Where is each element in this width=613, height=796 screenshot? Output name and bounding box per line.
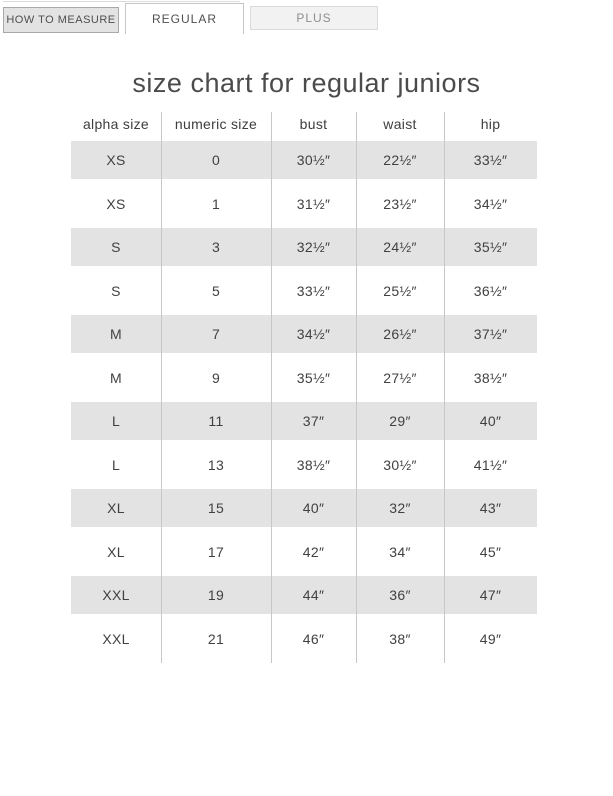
table-cell: 24½″ — [383, 239, 417, 255]
table-cell: XXL — [102, 630, 130, 647]
table-cell: 5 — [211, 282, 221, 299]
table-row — [71, 402, 537, 440]
column-header-numeric-size: numeric size — [174, 116, 258, 132]
table-cell: 35½″ — [296, 369, 331, 386]
table-body — [71, 141, 537, 658]
table-cell: 23½″ — [383, 195, 417, 212]
table-row — [71, 359, 537, 397]
table-cell: 26½″ — [383, 326, 417, 342]
table-cell: 9 — [211, 369, 221, 386]
table-cell: 33½″ — [473, 152, 508, 168]
table-cell: 42″ — [302, 543, 325, 560]
table-row — [71, 141, 537, 179]
table-row — [71, 489, 537, 527]
table-cell: 38½″ — [473, 369, 508, 386]
table-cell: 27½″ — [383, 369, 417, 386]
table-cell: 35½″ — [473, 239, 508, 255]
table-cell: 37½″ — [473, 326, 508, 342]
table-cell: L — [111, 456, 121, 473]
column-header-alpha-size: alpha size — [82, 116, 150, 132]
tab-plus[interactable]: PLUS — [250, 6, 378, 30]
table-cell: 36½″ — [473, 282, 508, 299]
table-cell: 30½″ — [383, 456, 417, 473]
table-header-row — [71, 112, 537, 136]
table-cell: 49″ — [479, 630, 502, 647]
table-cell: 19 — [207, 587, 225, 603]
table-cell: 1 — [211, 195, 221, 212]
table-cell: 34½″ — [296, 326, 331, 342]
table-row — [71, 315, 537, 353]
table-cell: 33½″ — [296, 282, 331, 299]
table-cell: 32″ — [389, 500, 411, 516]
table-cell: XS — [106, 195, 126, 212]
table-row — [71, 228, 537, 266]
table-cell: 3 — [211, 239, 221, 255]
column-header-waist: waist — [383, 116, 417, 132]
table-cell: 34″ — [389, 543, 411, 560]
table-cell: 38½″ — [296, 456, 331, 473]
column-header-hip: hip — [480, 116, 501, 132]
table-row — [71, 533, 537, 571]
table-cell: 11 — [208, 413, 224, 429]
column-header-bust: bust — [299, 116, 328, 132]
table-cell: M — [110, 369, 122, 386]
table-cell: 34½″ — [473, 195, 508, 212]
table-cell: M — [110, 326, 122, 342]
table-cell: 30½″ — [296, 152, 331, 168]
table-cell: 41½″ — [473, 456, 508, 473]
table-cell: XL — [107, 500, 125, 516]
table-cell: 22½″ — [383, 152, 417, 168]
table-cell: 38″ — [389, 630, 411, 647]
table-cell: XS — [106, 152, 126, 168]
page-title: size chart for regular juniors — [132, 68, 481, 98]
table-cell: 43″ — [479, 500, 502, 516]
table-cell: 17 — [207, 543, 225, 560]
table-cell: 44″ — [302, 587, 325, 603]
table-row — [71, 620, 537, 658]
table-cell: XXL — [102, 587, 130, 603]
table-cell: 15 — [207, 500, 225, 516]
table-row — [71, 576, 537, 614]
table-cell: 13 — [207, 456, 225, 473]
tab-how-to-measure[interactable]: HOW TO MEASURE — [3, 7, 119, 33]
table-row — [71, 272, 537, 310]
table-cell: 40″ — [479, 413, 502, 429]
table-cell: 36″ — [389, 587, 411, 603]
table-cell: L — [111, 413, 121, 429]
table-cell: 40″ — [302, 500, 325, 516]
table-cell: XL — [107, 543, 125, 560]
tab-regular[interactable]: REGULAR — [125, 3, 244, 34]
table-cell: 21 — [207, 630, 225, 647]
table-cell: 31½″ — [296, 195, 331, 212]
table-cell: 7 — [211, 326, 221, 342]
table-cell: 46″ — [302, 630, 325, 647]
table-cell: 29″ — [389, 413, 411, 429]
table-row — [71, 446, 537, 484]
table-cell: 47″ — [479, 587, 502, 603]
table-cell: 37″ — [302, 413, 325, 429]
table-cell: 25½″ — [383, 282, 417, 299]
top-divider — [3, 1, 240, 2]
table-cell: 45″ — [479, 543, 502, 560]
table-row — [71, 185, 537, 223]
table-cell: 0 — [211, 152, 221, 168]
table-cell: S — [111, 282, 121, 299]
table-cell: S — [111, 239, 121, 255]
table-cell: 32½″ — [296, 239, 331, 255]
size-chart-table — [71, 112, 537, 663]
